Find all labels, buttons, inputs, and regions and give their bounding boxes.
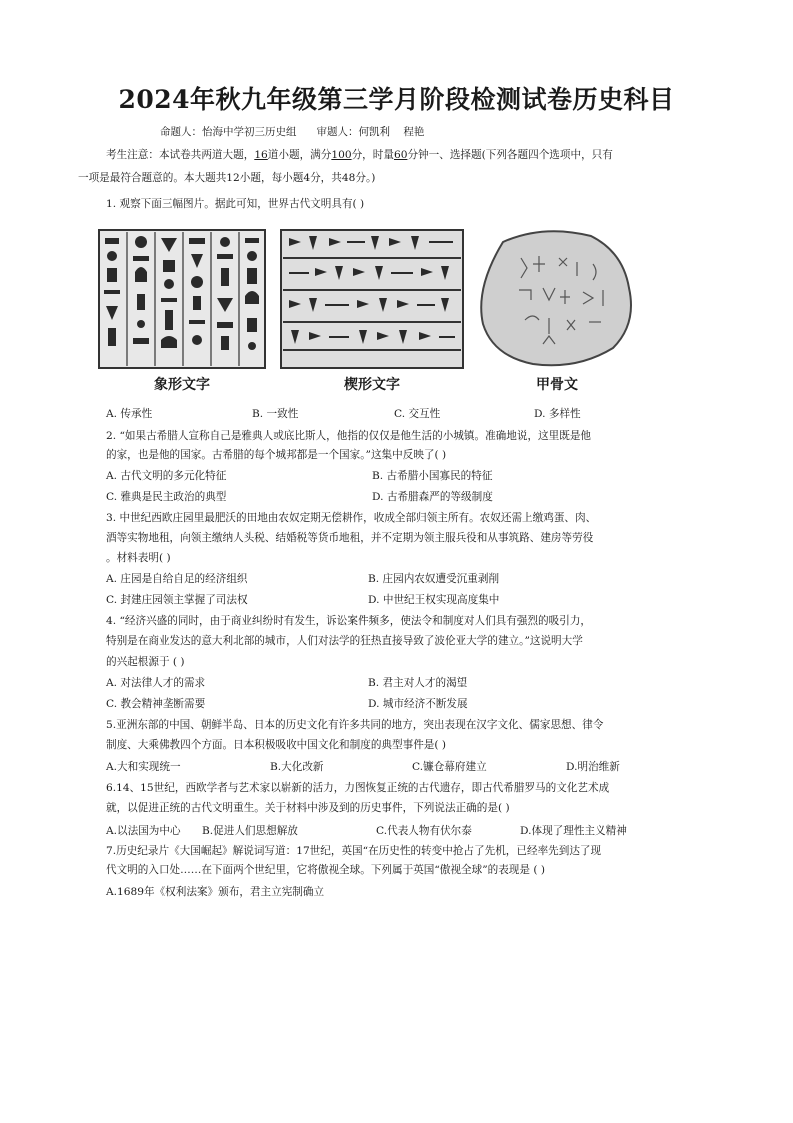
- q4-stem-line-3: 的兴起根源于 ( ): [106, 656, 185, 668]
- q4-option-c[interactable]: C. 教会精神垄断需要: [106, 698, 206, 710]
- q6-stem-line-1: 6.14、15世纪，西欧学者与艺术家以崭新的活力，力图恢复正统的古代遗存，即古代希腊罗马的文化艺术成: [106, 782, 610, 794]
- page-title: 2024年秋九年级第三学月阶段检测试卷历史科目: [118, 85, 675, 114]
- q4-option-a[interactable]: A. 对法律人才的需求: [106, 677, 206, 689]
- figure-hieroglyphs: [97, 228, 267, 393]
- q4-stem-line-2: 特别是在商业发达的意大利北部的城市，人们对法学的狂热直接导致了波伦亚大学的建立。”这说明大学: [106, 635, 583, 647]
- q2-option-d[interactable]: D. 古希腊森严的等级制度: [372, 491, 493, 503]
- q2-stem-line-2: 的家，也是他的国家。古希腊的每个城邦都是一个国家。”这集中反映了( ): [106, 449, 447, 461]
- q4-stem-line-1: 4. “经济兴盛的同时，由于商业纠纷时有发生，诉讼案件频多，使法令和制度对人们具有强烈的吸引力，: [106, 615, 592, 627]
- q6-option-c[interactable]: C.代表人物有伏尔泰: [376, 825, 472, 837]
- q6-option-b[interactable]: B.促进人们思想解放: [202, 825, 298, 837]
- q3-option-b[interactable]: B. 庄园内农奴遭受沉重剥削: [368, 573, 500, 585]
- hieroglyph-tablet-icon: [97, 228, 267, 370]
- q1-option-a[interactable]: A. 传承性: [106, 408, 153, 420]
- q1-option-b[interactable]: B. 一致性: [252, 408, 299, 420]
- q5-option-b[interactable]: B.大化改新: [270, 761, 324, 773]
- q3-stem-line-2: 酒等实物地租，向领主缴纳人头税、结婚税等货币地租，并不定期为领主服兵役和从事筑路、建房等劳役: [106, 532, 594, 544]
- q4-option-b[interactable]: B. 君主对人才的渴望: [368, 677, 468, 689]
- notice-line-2: 一项是最符合题意的。本大题共12小题，每小题4分，共48分。): [78, 172, 376, 184]
- q1-option-c[interactable]: C. 交互性: [394, 408, 441, 420]
- q2-stem-line-1: 2. “如果古希腊人宣称自己是雅典人或底比斯人，他指的仅仅是他生活的小城镇。准确地说，这里既是他: [106, 430, 592, 442]
- q2-option-a[interactable]: A. 古代文明的多元化特征: [106, 470, 227, 482]
- q7-stem-line-2: 代文明的入口处……在下面两个世纪里，它将傲视全球。下列属于英国“傲视全球”的表现是 ( ): [106, 864, 545, 876]
- figure-cuneiform: [279, 228, 465, 393]
- oracle-bone-icon: [473, 228, 641, 370]
- q5-stem-line-1: 5.亚洲东部的中国、朝鲜半岛、日本的历史文化有许多共同的地方，突出表现在汉字文化、儒家思想、律令: [106, 719, 604, 731]
- q6-option-a[interactable]: A.以法国为中心: [106, 825, 181, 837]
- cuneiform-tablet-icon: [279, 228, 465, 370]
- q7-option-a[interactable]: A.1689年《权利法案》颁布，君主立宪制确立: [106, 886, 325, 898]
- q5-option-a[interactable]: A.大和实现统一: [106, 761, 181, 773]
- q2-option-b[interactable]: B. 古希腊小国寡民的特征: [372, 470, 493, 482]
- setter-line: 命题人：怡海中学初三历史组 审题人：何凯利 程艳: [160, 126, 425, 138]
- caption-hieroglyphs: 象形文字: [154, 377, 210, 393]
- q2-option-c[interactable]: C. 雅典是民主政治的典型: [106, 491, 227, 503]
- q1-stem: 1. 观察下面三幅图片。据此可知，世界古代文明具有( ): [106, 198, 365, 210]
- q4-option-d[interactable]: D. 城市经济不断发展: [368, 698, 468, 710]
- q7-stem-line-1: 7.历史纪录片《大国崛起》解说词写道：17世纪，英国“在历史性的转变中抢占了先机，已经率先到达了现: [106, 845, 602, 857]
- q3-option-c[interactable]: C. 封建庄园领主掌握了司法权: [106, 594, 248, 606]
- caption-oracle-bone: 甲骨文: [536, 377, 578, 393]
- notice-line-1: 考生注意：本试卷共两道大题，16道小题，满分100分，时量60分钟一、选择题(下列各题四个选项中，只有: [106, 149, 613, 161]
- figure-oracle-bone: [473, 228, 641, 393]
- q6-stem-line-2: 就，以促进正统的古代文明重生。关于材料中涉及到的历史事件，下列说法正确的是( ): [106, 802, 510, 814]
- q3-option-a[interactable]: A. 庄园是自给自足的经济组织: [106, 573, 248, 585]
- q5-stem-line-2: 制度、大乘佛教四个方面。日本积极吸收中国文化和制度的典型事件是( ): [106, 739, 447, 751]
- q5-option-d[interactable]: D.明治维新: [566, 761, 620, 773]
- q3-stem-line-1: 3. 中世纪西欧庄园里最肥沃的田地由农奴定期无偿耕作，收成全部归领主所有。农奴还需上缴鸡蛋、肉、: [106, 512, 597, 524]
- q3-stem-line-3: 。材料表明( ): [106, 552, 171, 564]
- q1-option-d[interactable]: D. 多样性: [534, 408, 581, 420]
- q5-option-c[interactable]: C.镰仓幕府建立: [412, 761, 487, 773]
- caption-cuneiform: 楔形文字: [344, 377, 400, 393]
- q3-option-d[interactable]: D. 中世纪王权实现高度集中: [368, 594, 500, 606]
- q6-option-d[interactable]: D.体现了理性主义精神: [520, 825, 627, 837]
